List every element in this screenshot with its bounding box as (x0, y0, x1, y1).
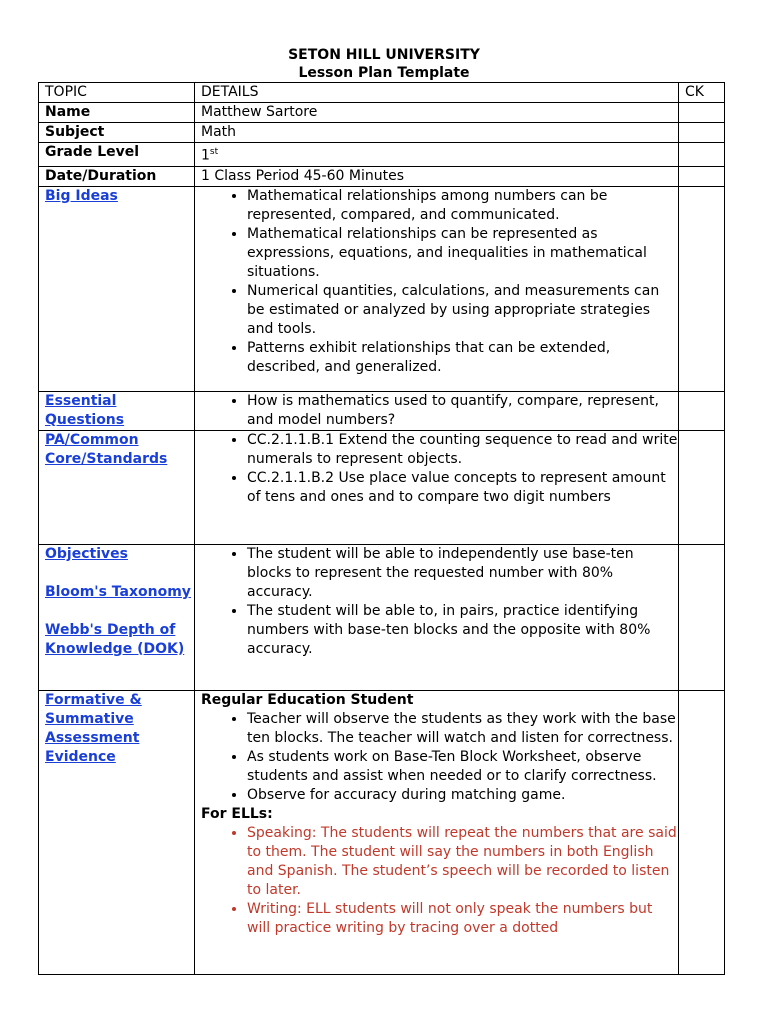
grade-suffix: st (209, 147, 219, 157)
standards-label-cell (39, 430, 195, 544)
row-assessment (39, 690, 725, 974)
essential-ck[interactable] (679, 391, 725, 430)
list-item: • The student will be able to independently use base-ten blocks to represent the requested number with 80% accuracy. (247, 545, 678, 602)
essential-details (195, 391, 679, 430)
grade-value-cell[interactable] (195, 143, 679, 167)
webbs-dok-link[interactable]: Webb's Depth of Knowledge (DOK) (45, 621, 185, 657)
list-item: • Patterns exhibit relationships that can be extended, described, and generalized. (247, 339, 678, 377)
standards-ck[interactable] (679, 430, 725, 544)
header-ck: CK (679, 83, 725, 103)
row-subject (39, 123, 725, 143)
row-grade (39, 143, 725, 167)
name-ck[interactable] (679, 103, 725, 123)
list-item: • Mathematical relationships can be represented as expressions, equations, and inequalities in mathematical situations. (247, 225, 678, 282)
blooms-taxonomy-link[interactable]: Bloom's Taxonomy (45, 583, 191, 600)
list-item: • Mathematical relationships among numbers can be represented, compared, and communicated. (247, 187, 678, 225)
header-topic: TOPIC (39, 83, 195, 103)
list-item: • As students work on Base-Ten Block Worksheet, observe students and assist when needed or to clarify correctness. (247, 748, 678, 786)
university-title: SETON HILL UNIVERSITY (288, 47, 480, 63)
subject-label: Subject (39, 123, 195, 143)
grade-value: 1 (201, 147, 210, 164)
template-title: Lesson Plan Template (298, 65, 470, 81)
name-value[interactable]: Matthew Sartore (195, 103, 679, 123)
row-standards (39, 430, 725, 544)
list-item: • Numerical quantities, calculations, and measurements can be estimated or analyzed by using appropriate strategies and tools. (247, 282, 678, 339)
big-ideas-ck[interactable] (679, 186, 725, 391)
row-essential (39, 391, 725, 430)
list-item: • CC.2.1.1.B.1 Extend the counting sequence to read and write numerals to represent objects. (247, 431, 678, 469)
grade-ck[interactable] (679, 143, 725, 167)
essential-questions-link[interactable]: Essential Questions (45, 392, 125, 428)
essential-label-cell (39, 391, 195, 430)
row-big-ideas (39, 186, 725, 391)
big-ideas-label-cell (39, 186, 195, 391)
regular-education-heading: Regular Education Student (201, 691, 414, 708)
row-objectives (39, 544, 725, 690)
objectives-ck[interactable] (679, 544, 725, 690)
list-item: • The student will be able to, in pairs, practice identifying numbers with base-ten blocks and the opposite with 80% accuracy. (247, 602, 678, 659)
list-item: • How is mathematics used to quantify, compare, represent, and model numbers? (247, 392, 678, 430)
list-item: • Speaking: The students will repeat the numbers that are said to them. The student will say the numbers in both English and Spanish. The student’s speech will be recorded to listen to later. (247, 824, 678, 900)
assessment-details (195, 690, 679, 974)
subject-ck[interactable] (679, 123, 725, 143)
big-ideas-link[interactable]: Big Ideas (45, 187, 118, 204)
row-date (39, 166, 725, 186)
grade-label: Grade Level (39, 143, 195, 167)
header-row (39, 83, 725, 103)
assessment-link[interactable]: Formative & Summative Assessment Evidence (45, 691, 142, 765)
assessment-label-cell (39, 690, 195, 974)
objectives-details (195, 544, 679, 690)
ell-heading: For ELLs: (201, 805, 273, 822)
lesson-plan-table (38, 82, 725, 975)
list-item: • Observe for accuracy during matching game. (247, 786, 678, 805)
row-name (39, 103, 725, 123)
list-item: • Teacher will observe the students as they work with the base ten blocks. The teacher will watch and listen for correctness. (247, 710, 678, 748)
date-label: Date/Duration (39, 166, 195, 186)
subject-value[interactable]: Math (195, 123, 679, 143)
list-item: • CC.2.1.1.B.2 Use place value concepts to represent amount of tens and ones and to compare two digit numbers (247, 469, 678, 507)
objectives-link[interactable]: Objectives (45, 545, 128, 562)
name-label: Name (39, 103, 195, 123)
big-ideas-details (195, 186, 679, 391)
assessment-ck[interactable] (679, 690, 725, 974)
header-details: DETAILS (195, 83, 679, 103)
standards-details (195, 430, 679, 544)
standards-link[interactable]: PA/Common Core/Standards (45, 431, 168, 467)
date-ck[interactable] (679, 166, 725, 186)
date-value[interactable]: 1 Class Period 45-60 Minutes (195, 166, 679, 186)
list-item: • Writing: ELL students will not only speak the numbers but will practice writing by tracing over a dotted (247, 900, 678, 938)
objectives-label-cell (39, 544, 195, 690)
